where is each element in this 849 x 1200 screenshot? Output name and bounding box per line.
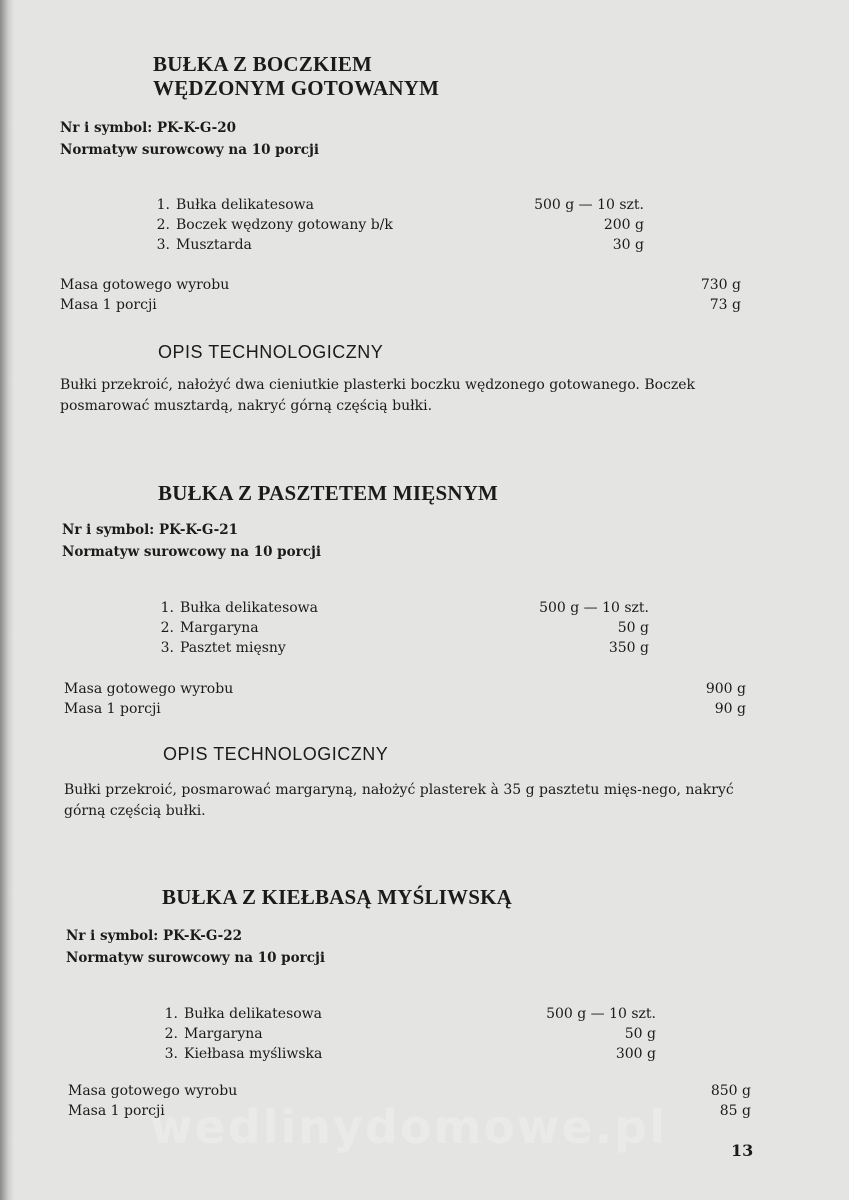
recipe-symbol: Nr i symbol: PK-K-G-22 bbox=[66, 928, 242, 944]
ingredient-name: Margaryna bbox=[184, 1026, 263, 1042]
opis-heading: OPIS TECHNOLOGICZNY bbox=[163, 744, 389, 764]
masa-value: 850 g bbox=[710, 1083, 751, 1099]
ingredient-name: Bułka delikatesowa bbox=[180, 600, 319, 616]
ingredient-number: 1. bbox=[164, 1006, 178, 1022]
masa-label: Masa gotowego wyrobu bbox=[60, 277, 230, 293]
ingredient-name: Pasztet mięsny bbox=[180, 640, 286, 656]
opis-text: Bułki przekroić, posmarować margaryną, nałożyć plasterek à 35 g pasztetu mięs-nego, nakryć górną częścią bułki. bbox=[64, 782, 734, 819]
ingredient-row bbox=[150, 217, 393, 233]
ingredient-amount: 50 g bbox=[617, 620, 649, 636]
ingredient-row bbox=[150, 197, 314, 213]
page-spine-shadow bbox=[0, 0, 14, 1200]
porcja-value: 85 g bbox=[719, 1103, 751, 1119]
porcja-label: Masa 1 porcji bbox=[64, 701, 161, 717]
ingredient-amount: 350 g bbox=[608, 640, 649, 656]
ingredient-number: 1. bbox=[156, 197, 170, 213]
recipe-title-line: BUŁKA Z BOCZKIEM bbox=[153, 52, 373, 76]
masa-value: 900 g bbox=[705, 681, 746, 697]
ingredient-row bbox=[154, 640, 286, 656]
porcja-label: Masa 1 porcji bbox=[68, 1103, 165, 1119]
ingredient-number: 2. bbox=[164, 1026, 178, 1042]
masa-value: 730 g bbox=[700, 277, 741, 293]
porcja-label: Masa 1 porcji bbox=[60, 297, 157, 313]
ingredient-row bbox=[158, 1006, 322, 1022]
ingredient-amount: 500 g — 10 szt. bbox=[546, 1006, 656, 1022]
ingredient-name: Musztarda bbox=[176, 237, 252, 253]
ingredient-row bbox=[154, 600, 318, 616]
ingredient-amount: 200 g bbox=[603, 217, 644, 233]
recipe-normatyw: Normatyw surowcowy na 10 porcji bbox=[60, 142, 319, 158]
ingredient-row bbox=[154, 620, 259, 636]
opis-text: Bułki przekroić, nałożyć dwa cieniutkie plasterki boczku wędzonego gotowanego. Boczek posmarować musztardą, nakryć górną częścią bułki. bbox=[60, 377, 696, 414]
recipe-symbol: Nr i symbol: PK-K-G-20 bbox=[60, 120, 236, 136]
opis-heading: OPIS TECHNOLOGICZNY bbox=[158, 342, 384, 362]
recipe-title-line: WĘDZONYM GOTOWANYM bbox=[153, 76, 440, 100]
recipe-normatyw: Normatyw surowcowy na 10 porcji bbox=[62, 544, 321, 560]
watermark: wedlinydomowe.pl bbox=[150, 1100, 667, 1154]
ingredient-amount: 30 g bbox=[612, 237, 644, 253]
recipe-title-line: BUŁKA Z KIEŁBASĄ MYŚLIWSKĄ bbox=[162, 885, 513, 909]
ingredient-number: 3. bbox=[164, 1046, 178, 1062]
masa-label: Masa gotowego wyrobu bbox=[68, 1083, 238, 1099]
ingredient-amount: 500 g — 10 szt. bbox=[539, 600, 649, 616]
ingredient-number: 3. bbox=[160, 640, 174, 656]
ingredient-name: Margaryna bbox=[180, 620, 259, 636]
ingredient-number: 2. bbox=[160, 620, 174, 636]
porcja-value: 73 g bbox=[709, 297, 741, 313]
ingredient-row bbox=[158, 1026, 263, 1042]
recipe-normatyw: Normatyw surowcowy na 10 porcji bbox=[66, 950, 325, 966]
ingredient-name: Bułka delikatesowa bbox=[184, 1006, 323, 1022]
ingredient-amount: 50 g bbox=[624, 1026, 656, 1042]
ingredient-row bbox=[150, 237, 252, 253]
ingredient-row bbox=[158, 1046, 322, 1062]
recipe-title-line: BUŁKA Z PASZTETEM MIĘSNYM bbox=[158, 481, 499, 505]
masa-label: Masa gotowego wyrobu bbox=[64, 681, 234, 697]
ingredient-name: Kiełbasa myśliwska bbox=[184, 1046, 323, 1062]
ingredient-amount: 300 g bbox=[615, 1046, 656, 1062]
ingredient-number: 3. bbox=[156, 237, 170, 253]
recipe-symbol: Nr i symbol: PK-K-G-21 bbox=[62, 522, 238, 538]
ingredient-number: 2. bbox=[156, 217, 170, 233]
ingredient-amount: 500 g — 10 szt. bbox=[534, 197, 644, 213]
ingredient-name: Boczek wędzony gotowany b/k bbox=[176, 217, 393, 233]
ingredient-name: Bułka delikatesowa bbox=[176, 197, 315, 213]
ingredient-number: 1. bbox=[160, 600, 174, 616]
page-number: 13 bbox=[731, 1141, 754, 1160]
porcja-value: 90 g bbox=[714, 701, 746, 717]
